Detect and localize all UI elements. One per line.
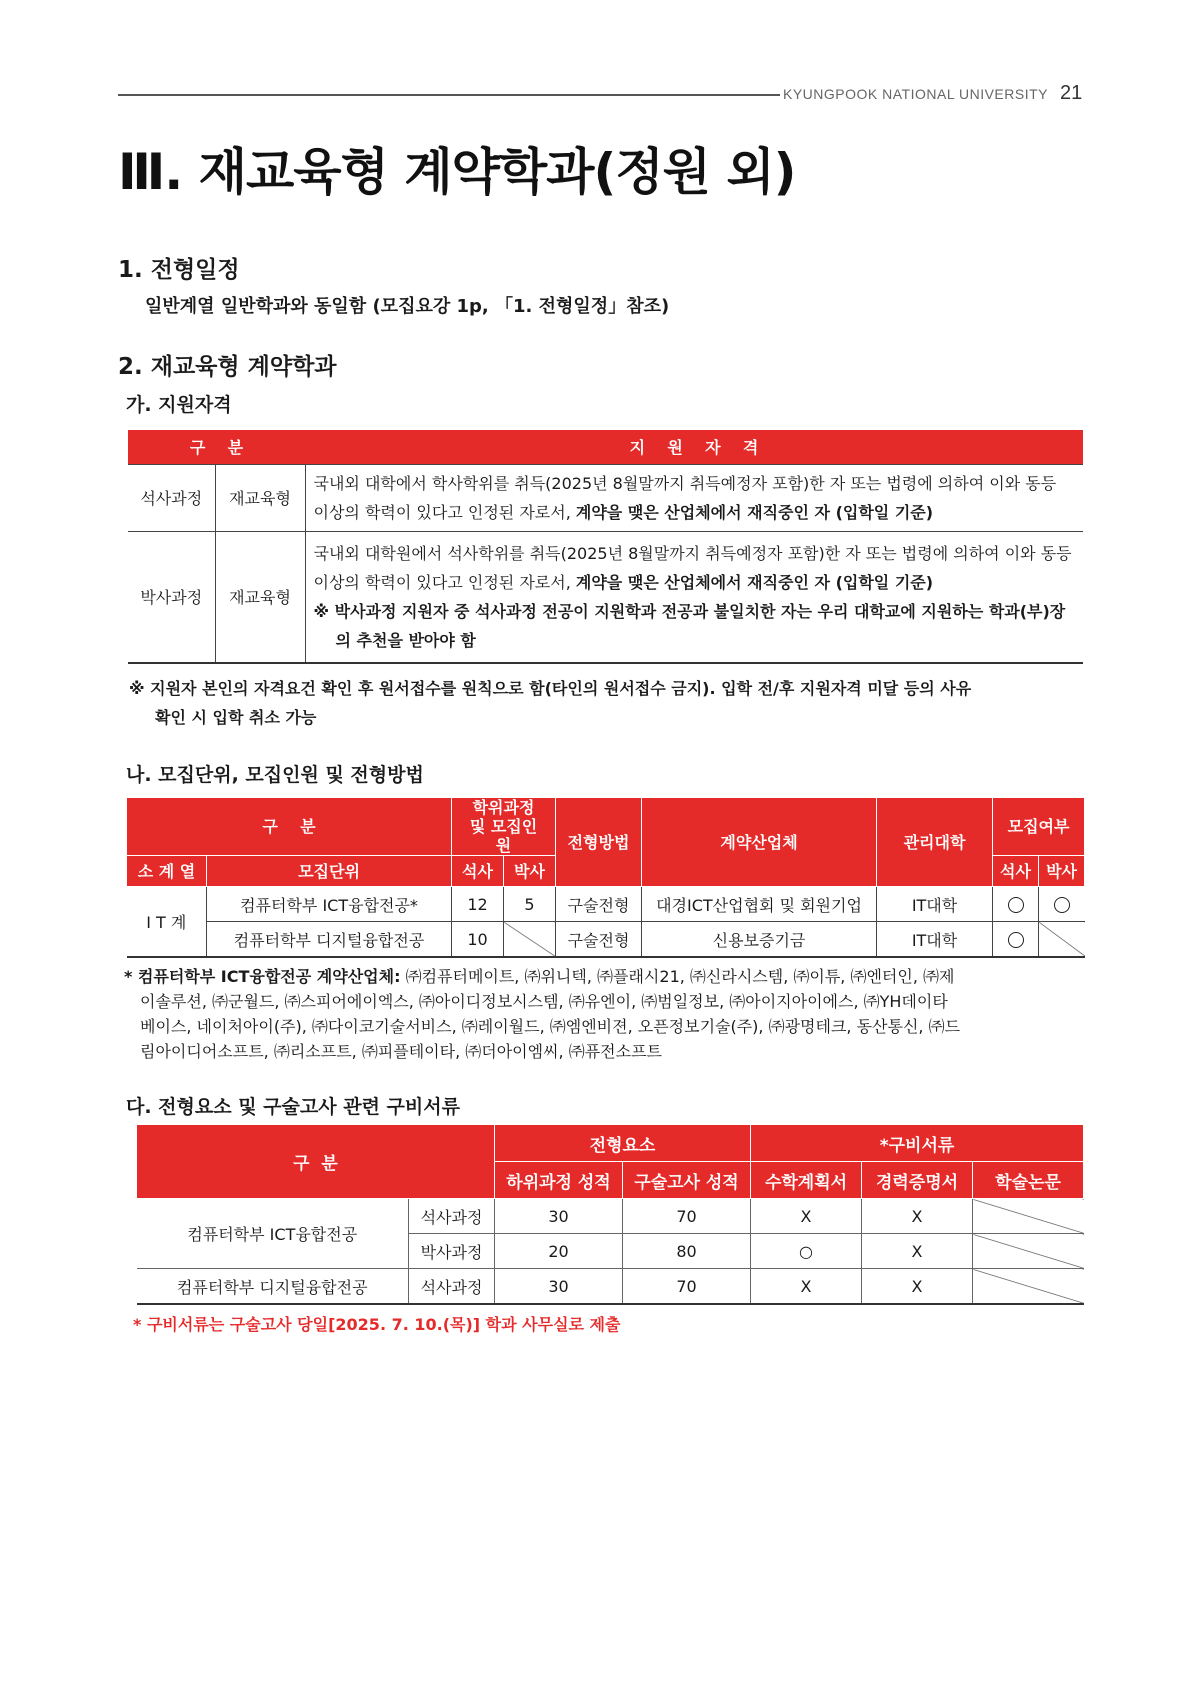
header-oral-score: 구술고사 성적	[623, 1162, 751, 1199]
paper-empty	[973, 1199, 1084, 1234]
course-label: 박사과정	[128, 531, 215, 663]
header-doctor-recruit: 박사	[1039, 856, 1085, 887]
master-count: 12	[452, 887, 504, 922]
documents-note: * 구비서류는 구술고사 당일[2025. 7. 10.(목)] 학과 사무실로 제출	[133, 1315, 621, 1334]
subsection-b-heading: 나. 모집단위, 모집인원 및 전형방법	[126, 764, 424, 786]
qualification-desc	[305, 531, 1083, 663]
eligibility-note-line1: ※ 지원자 본인의 자격요건 확인 후 원서접수를 원칙으로 함(타인의 원서접수 금지). 입학 전/후 지원자격 미달 등의 사유	[129, 679, 972, 698]
selection-method: 구술전형	[556, 922, 642, 958]
header-career-cert: 경력증명서	[862, 1162, 973, 1199]
contract-note-line4: 림아이디어소프트, ㈜리소프트, ㈜피플테이타, ㈜더아이엠씨, ㈜퓨전소프트	[140, 1042, 663, 1061]
unit-name: 컴퓨터학부 ICT융합전공	[137, 1199, 409, 1269]
managing-college: IT대학	[877, 922, 993, 958]
contract-note-line1: ㈜컴퓨터메이트, ㈜위니텍, ㈜플래시21, ㈜신라시스템, ㈜이튜, ㈜엔터인, ㈜제	[400, 967, 955, 986]
prior-grade-score: 20	[495, 1234, 623, 1269]
section1-description: 일반계열 일반학과와 동일함 (모집요강 1p, 「1. 전형일정」참조)	[145, 296, 670, 317]
oral-score: 80	[623, 1234, 751, 1269]
header-university: KYUNGPOOK NATIONAL UNIVERSITY	[783, 86, 1048, 102]
header-doctor: 박사	[504, 856, 556, 887]
master-recruit	[993, 922, 1039, 958]
header-paper: 학술논문	[973, 1162, 1084, 1199]
header-study-plan: 수학계획서	[751, 1162, 862, 1199]
career-cert-required: X	[862, 1199, 973, 1234]
eligibility-table	[128, 430, 1083, 664]
section2-heading: 2. 재교육형 계약학과	[118, 354, 337, 380]
header-master-recruit: 석사	[993, 856, 1039, 887]
career-cert-required: X	[862, 1234, 973, 1269]
header-series: 소 계 열	[127, 856, 207, 887]
qualification-emphasis: 계약을 맺은 산업체에서 재직중인 자 (입학일 기준)	[575, 572, 934, 592]
page-number: 21	[1060, 82, 1083, 104]
series-label: I T 계	[127, 887, 207, 958]
qualification-emphasis: 계약을 맺은 산업체에서 재직중인 자 (입학일 기준)	[575, 502, 934, 522]
prior-grade-score: 30	[495, 1269, 623, 1305]
header-quota: 학위과정 및 모집인원	[452, 798, 556, 856]
study-plan-required: ○	[751, 1234, 862, 1269]
table-row	[137, 1199, 1084, 1234]
master-recruit	[993, 887, 1039, 922]
managing-college: IT대학	[877, 887, 993, 922]
unit-name: 컴퓨터학부 디지털융합전공	[137, 1269, 409, 1305]
study-plan-required: X	[751, 1269, 862, 1305]
section1-heading: 1. 전형일정	[118, 257, 240, 283]
master-count: 10	[452, 922, 504, 958]
unit-name: 컴퓨터학부 디지털융합전공	[207, 922, 452, 958]
eligibility-note	[129, 674, 1084, 732]
circle-mark-icon	[1054, 897, 1070, 913]
eligibility-note-line2: 확인 시 입학 취소 가능	[155, 708, 317, 727]
page-title: Ⅲ. 재교육형 계약학과(정원 외)	[118, 143, 796, 201]
career-cert-required: X	[862, 1269, 973, 1305]
paper-empty	[973, 1234, 1084, 1269]
header-master: 석사	[452, 856, 504, 887]
header-category: 구 분	[127, 798, 452, 856]
table-row	[127, 887, 1085, 922]
doctor-count-empty	[504, 922, 556, 958]
table-row	[128, 531, 1083, 663]
header-unit: 모집단위	[207, 856, 452, 887]
header-elements: 전형요소	[495, 1125, 751, 1162]
evaluation-table	[136, 1124, 1084, 1305]
table-row	[137, 1269, 1084, 1305]
course-label: 석사과정	[409, 1269, 495, 1305]
circle-mark-icon	[1008, 897, 1024, 913]
table-row	[128, 464, 1083, 531]
header-method: 전형방법	[556, 798, 642, 887]
study-plan-required: X	[751, 1199, 862, 1234]
subsection-c-heading: 다. 전형요소 및 구술고사 관련 구비서류	[126, 1096, 460, 1118]
header-college: 관리대학	[877, 798, 993, 887]
header-category: 구 분	[137, 1125, 495, 1199]
prior-grade-score: 30	[495, 1199, 623, 1234]
oral-score: 70	[623, 1269, 751, 1305]
contract-note-label: * 컴퓨터학부 ICT융합전공 계약산업체:	[124, 967, 401, 986]
contract-note-line2: 이솔루션, ㈜군월드, ㈜스피어에이엑스, ㈜아이디정보시스템, ㈜유엔이, ㈜범일정보, ㈜아이지아이에스, ㈜YH데이타	[140, 992, 948, 1011]
eligibility-header-qualification: 지 원 자 격	[305, 430, 1083, 464]
header-documents: *구비서류	[751, 1125, 1084, 1162]
contract-company: 신용보증기금	[642, 922, 877, 958]
contract-company-note	[124, 964, 1084, 1064]
doctor-recruit	[1039, 887, 1085, 922]
eligibility-header-category: 구 분	[128, 430, 305, 464]
type-label: 재교육형	[215, 464, 305, 531]
course-label: 석사과정	[409, 1199, 495, 1234]
header-recruit: 모집여부	[993, 798, 1085, 856]
header-rule	[118, 94, 780, 96]
doctor-recruit-empty	[1039, 922, 1085, 958]
course-label: 석사과정	[128, 464, 215, 531]
course-label: 박사과정	[409, 1234, 495, 1269]
subsection-a-heading: 가. 지원자격	[126, 394, 232, 416]
type-label: 재교육형	[215, 531, 305, 663]
circle-mark-icon	[1008, 932, 1024, 948]
qualification-text: 국내외 대학에서 학사학위를 취득(2025년 8월말까지 취득예정자 포함)한 자 또는 법령에 의하여 이와 동등 이상의 학력이 있다고 인정된 자로서,	[313, 473, 1057, 522]
paper-empty	[973, 1269, 1084, 1305]
table-row	[127, 922, 1085, 958]
doctor-count: 5	[504, 887, 556, 922]
oral-score: 70	[623, 1199, 751, 1234]
qualification-text: 국내외 대학원에서 석사학위를 취득(2025년 8월말까지 취득예정자 포함)한 자 또는 법령에 의하여 이와 동등 이상의 학력이 있다고 인정된 자로서,	[313, 543, 1072, 592]
recruitment-table	[126, 797, 1085, 958]
contract-note-line3: 베이스, 네이처아이(주), ㈜다이코기술서비스, ㈜레이월드, ㈜엠엔비젼, 오픈정보기술(주), ㈜광명테크, 동산통신, ㈜드	[140, 1017, 961, 1036]
doctoral-note: ※ 박사과정 지원자 중 석사과정 전공이 지원학과 전공과 불일치한 자는 우리 대학교에 지원하는 학과(부)장의 추천을 받아야 함	[313, 601, 1066, 650]
header-company: 계약산업체	[642, 798, 877, 887]
qualification-desc	[305, 464, 1083, 531]
unit-name: 컴퓨터학부 ICT융합전공*	[207, 887, 452, 922]
selection-method: 구술전형	[556, 887, 642, 922]
contract-company: 대경ICT산업협회 및 회원기업	[642, 887, 877, 922]
header-prior-grade: 하위과정 성적	[495, 1162, 623, 1199]
